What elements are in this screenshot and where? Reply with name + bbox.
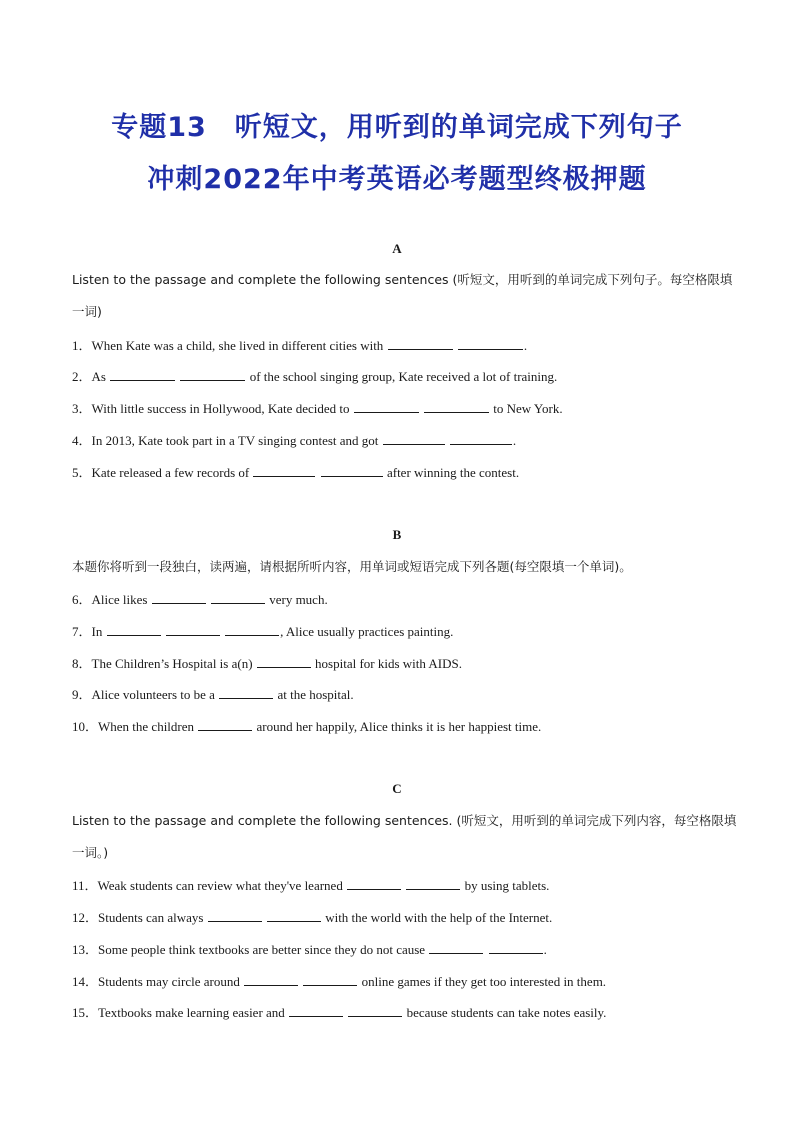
answer-blank[interactable]: [180, 368, 245, 381]
question-2: [72, 368, 732, 385]
question-text: online games if they get too interested in them.: [361, 974, 607, 989]
section-b-heading: B: [392, 527, 402, 542]
question-13: [72, 941, 732, 958]
question-text: 6．Alice likes: [72, 592, 148, 607]
page-subtitle: 冲刺2022年中考英语必考题型终极押题: [147, 164, 647, 195]
answer-blank[interactable]: [107, 623, 161, 636]
question-8: [72, 655, 732, 672]
question-text: 10．When the children: [72, 719, 195, 734]
answer-blank[interactable]: [383, 432, 445, 445]
section-c-heading: C: [392, 781, 402, 796]
question-text: of the school singing group, Kate received a lot of training.: [249, 369, 558, 384]
answer-blank[interactable]: [267, 909, 321, 922]
answer-blank[interactable]: [429, 941, 483, 954]
question-text: to New York.: [493, 401, 563, 416]
answer-blank[interactable]: [354, 400, 419, 413]
question-text: 11．Weak students can review what they've learned: [72, 878, 343, 893]
question-text: 8．The Children’s Hospital is a(n): [72, 656, 253, 671]
answer-blank[interactable]: [347, 877, 401, 890]
question-text: 1．When Kate was a child, she lived in different cities with: [72, 338, 384, 353]
question-text: by using tablets.: [464, 878, 550, 893]
page-title: 专题13 听短文，用听到的单词完成下列句子: [111, 112, 683, 143]
question-5: [72, 464, 732, 481]
answer-blank[interactable]: [211, 591, 265, 604]
answer-blank[interactable]: [458, 337, 523, 350]
answer-blank[interactable]: [289, 1004, 343, 1017]
question-text: with the world with the help of the Internet.: [325, 910, 553, 925]
answer-blank[interactable]: [253, 464, 315, 477]
question-text: 4．In 2013, Kate took part in a TV singing contest and got: [72, 433, 379, 448]
question-text: .: [523, 338, 528, 353]
question-15: [72, 1004, 732, 1021]
question-1: [72, 337, 732, 354]
answer-blank[interactable]: [450, 432, 512, 445]
question-9: [72, 686, 732, 703]
question-text: .: [512, 433, 517, 448]
answer-blank[interactable]: [489, 941, 543, 954]
question-text: hospital for kids with AIDS.: [315, 656, 463, 671]
question-3: [72, 400, 732, 417]
question-14: [72, 973, 732, 990]
section-c-instruction: Listen to the passage and complete the following sentences. (听短文，用听到的单词完成下列内容，每空格限填: [72, 813, 737, 828]
answer-blank[interactable]: [225, 623, 279, 636]
answer-blank[interactable]: [424, 400, 489, 413]
section-a-heading: A: [392, 241, 402, 256]
question-text: at the hospital.: [277, 687, 354, 702]
question-4: [72, 432, 732, 449]
answer-blank[interactable]: [348, 1004, 402, 1017]
answer-blank[interactable]: [388, 337, 453, 350]
section-c-instruction-cont: 一词。): [72, 845, 109, 860]
question-6: [72, 591, 732, 608]
answer-blank[interactable]: [208, 909, 262, 922]
section-b-instruction: 本题你将听到一段独白，读两遍，请根据所听内容，用单词或短语完成下列各题(每空限填一个单词)。: [72, 559, 632, 574]
answer-blank[interactable]: [303, 973, 357, 986]
question-text: very much.: [269, 592, 328, 607]
question-text: around her happily, Alice thinks it is her happiest time.: [256, 719, 542, 734]
question-text: 12．Students can always: [72, 910, 204, 925]
question-text: after winning the contest.: [386, 465, 520, 480]
answer-blank[interactable]: [406, 877, 460, 890]
question-text: 5．Kate released a few records of: [72, 465, 250, 480]
answer-blank[interactable]: [321, 464, 383, 477]
question-text: 15．Textbooks make learning easier and: [72, 1005, 285, 1020]
answer-blank[interactable]: [110, 368, 175, 381]
question-text: 7．In: [72, 624, 103, 639]
answer-blank[interactable]: [152, 591, 206, 604]
answer-blank[interactable]: [198, 718, 252, 731]
answer-blank[interactable]: [219, 686, 273, 699]
question-12: [72, 909, 732, 926]
section-a-instruction-cont: 一词): [72, 304, 102, 319]
answer-blank[interactable]: [166, 623, 220, 636]
answer-blank[interactable]: [244, 973, 298, 986]
question-text: 14．Students may circle around: [72, 974, 240, 989]
section-a-instruction: Listen to the passage and complete the following sentences (听短文，用听到的单词完成下列句子。每空格限填: [72, 272, 733, 287]
question-11: [72, 877, 732, 894]
question-text: .: [543, 942, 547, 957]
question-7: [72, 623, 732, 640]
question-text: 9．Alice volunteers to be a: [72, 687, 215, 702]
question-text: 3．With little success in Hollywood, Kate decided to: [72, 401, 350, 416]
question-text: 2．As: [72, 369, 106, 384]
question-text: 13．Some people think textbooks are better since they do not cause: [72, 942, 426, 957]
question-text: because students can take notes easily.: [406, 1005, 607, 1020]
question-10: [72, 718, 732, 735]
question-text: , Alice usually practices painting.: [280, 624, 454, 639]
answer-blank[interactable]: [257, 655, 311, 668]
